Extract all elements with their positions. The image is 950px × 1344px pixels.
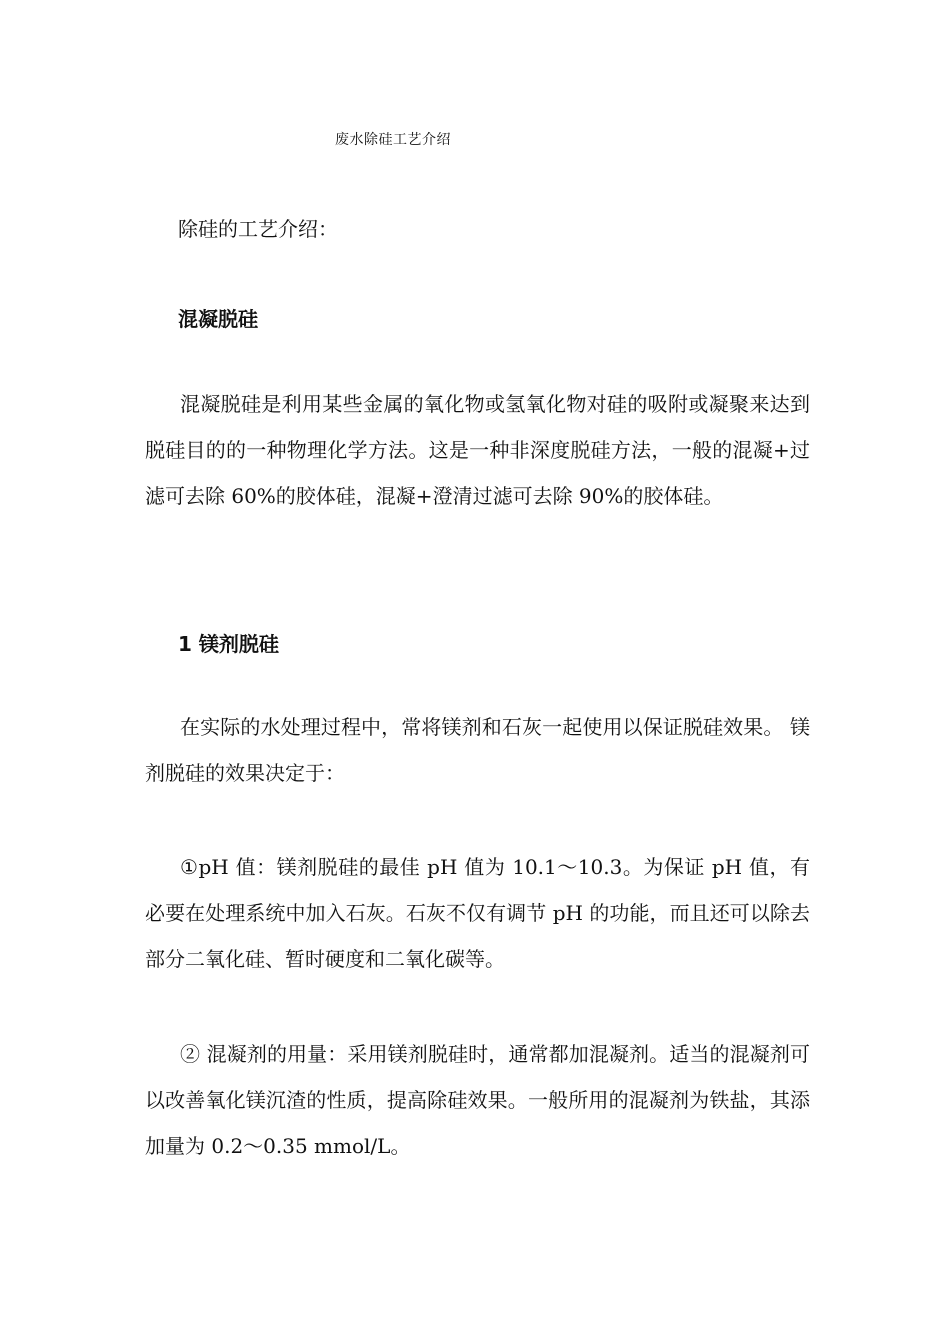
list-item-coagulant: ② 混凝剂的用量：采用镁剂脱硅时，通常都加混凝剂。适当的混凝剂可以改善氧化镁沉渣的性质，提高除硅效果。一般所用的混凝剂为铁盐，其添加量为 0.2～0.35 mmol/L。	[145, 1042, 810, 1158]
list-item-ph: ①pH 值：镁剂脱硅的最佳 pH 值为 10.1～10.3。为保证 pH 值，有必要在处理系统中加入石灰。石灰不仅有调节 pH 的功能，而且还可以除去部分二氧化硅、暂时硬度和二氧化碳等。	[145, 855, 810, 971]
section-heading-magnesium: 1 镁剂脱硅	[178, 632, 279, 656]
paragraph-magnesium: 在实际的水处理过程中，常将镁剂和石灰一起使用以保证脱硅效果。 镁剂脱硅的效果决定于：	[145, 715, 810, 785]
document-title: 废水除硅工艺介绍	[335, 132, 451, 148]
paragraph-coagulation: 混凝脱硅是利用某些金属的氧化物或氢氧化物对硅的吸附或凝聚来达到脱硅目的的一种物理化学方法。这是一种非深度脱硅方法，一般的混凝+过滤可去除 60%的胶体硅，混凝+澄清过滤可去除 90%的胶体硅。	[145, 392, 810, 508]
section-heading-coagulation: 混凝脱硅	[178, 307, 258, 331]
intro-text: 除硅的工艺介绍：	[178, 217, 338, 241]
